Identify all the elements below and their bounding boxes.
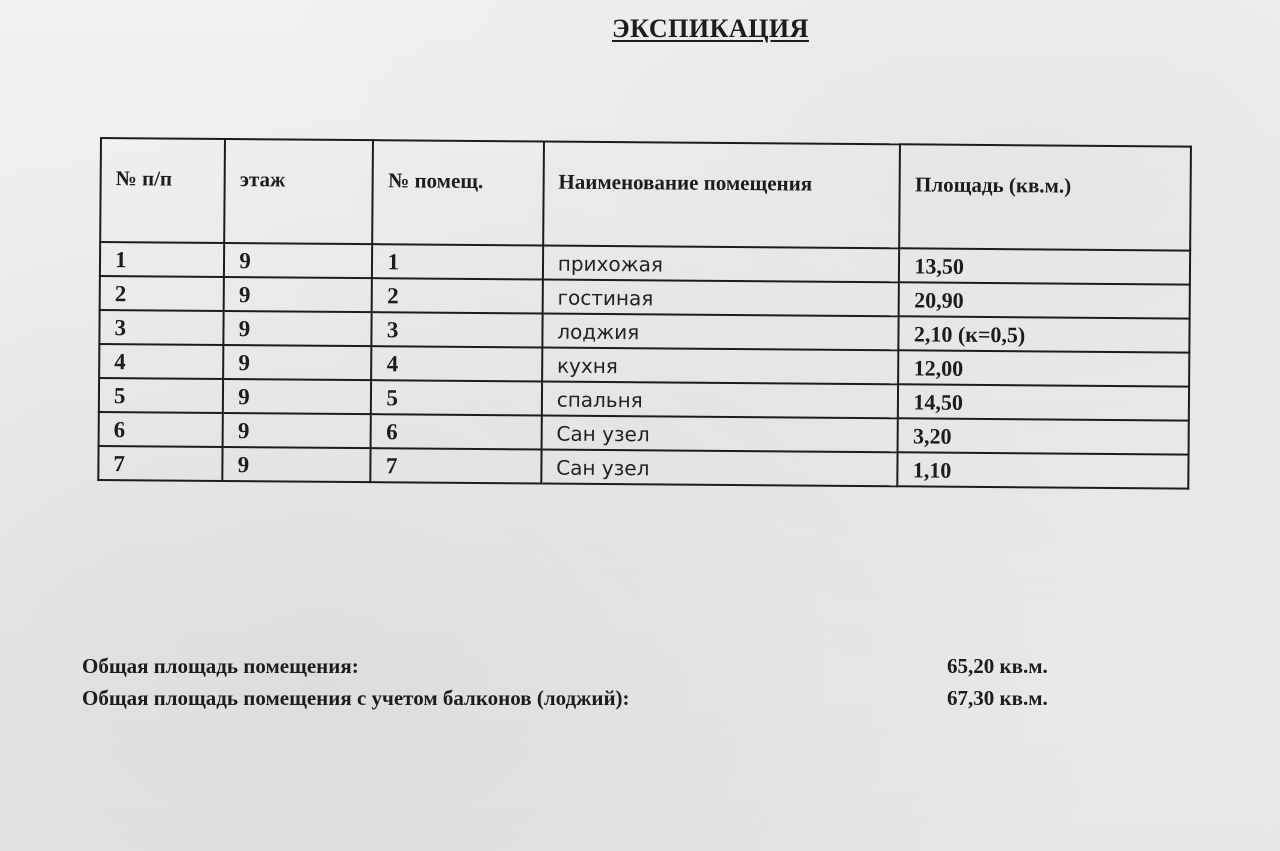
cell-index: 1: [100, 242, 224, 277]
total-area-label: Общая площадь помещения:: [82, 654, 359, 678]
cell-room-name: лоджия: [542, 313, 899, 350]
total-area-row: [82, 650, 1182, 682]
table-row: [98, 446, 1188, 489]
cell-room-number: 6: [371, 414, 542, 449]
header-floor: этаж: [224, 139, 373, 244]
cell-floor: 9: [224, 277, 373, 312]
cell-area: 3,20: [898, 418, 1189, 454]
cell-index: 5: [99, 378, 223, 413]
cell-room-name: гостиная: [542, 279, 899, 316]
table-header-row: [100, 138, 1191, 251]
cell-floor: 9: [224, 311, 373, 346]
cell-room-name: Сан узел: [541, 415, 898, 452]
cell-index: 3: [99, 310, 223, 345]
header-index: № п/п: [100, 138, 225, 243]
cell-area: 14,50: [898, 384, 1189, 420]
header-area: Площадь (кв.м.): [900, 144, 1191, 250]
cell-index: 7: [98, 446, 222, 481]
total-with-balconies-row: [82, 682, 1182, 714]
explication-table: [97, 137, 1192, 490]
cell-area: 13,50: [899, 248, 1190, 284]
area-summary: [82, 650, 1182, 714]
cell-floor: 9: [223, 345, 372, 380]
cell-area: 2,10 (к=0,5): [899, 316, 1190, 352]
cell-room-name: кухня: [542, 347, 899, 384]
total-with-balconies-label: Общая площадь помещения с учетом балконов (лоджий):: [82, 686, 630, 710]
cell-area: 1,10: [898, 452, 1189, 488]
cell-index: 4: [99, 344, 223, 379]
cell-floor: 9: [224, 243, 373, 278]
cell-index: 2: [100, 276, 224, 311]
cell-floor: 9: [223, 447, 372, 482]
cell-room-name: спальня: [542, 381, 899, 418]
cell-room-number: 1: [372, 244, 543, 279]
cell-area: 20,90: [899, 282, 1190, 318]
header-room-number: № помещ.: [373, 140, 544, 245]
header-room-name: Наименование помещения: [543, 141, 900, 248]
cell-index: 6: [99, 412, 223, 447]
cell-floor: 9: [223, 379, 372, 414]
total-area-value: 65,20 кв.м.: [947, 654, 1048, 678]
cell-room-name: Сан узел: [541, 449, 898, 486]
cell-floor: 9: [223, 413, 372, 448]
cell-room-number: 2: [372, 278, 543, 313]
cell-room-name: прихожая: [543, 245, 900, 282]
cell-room-number: 5: [371, 380, 542, 415]
cell-room-number: 7: [371, 448, 542, 483]
cell-room-number: 4: [372, 346, 543, 381]
cell-room-number: 3: [372, 312, 543, 347]
cell-area: 12,00: [899, 350, 1190, 386]
document-title: ЭКСПИКАЦИЯ: [612, 14, 809, 43]
total-with-balconies-value: 67,30 кв.м.: [947, 686, 1048, 710]
